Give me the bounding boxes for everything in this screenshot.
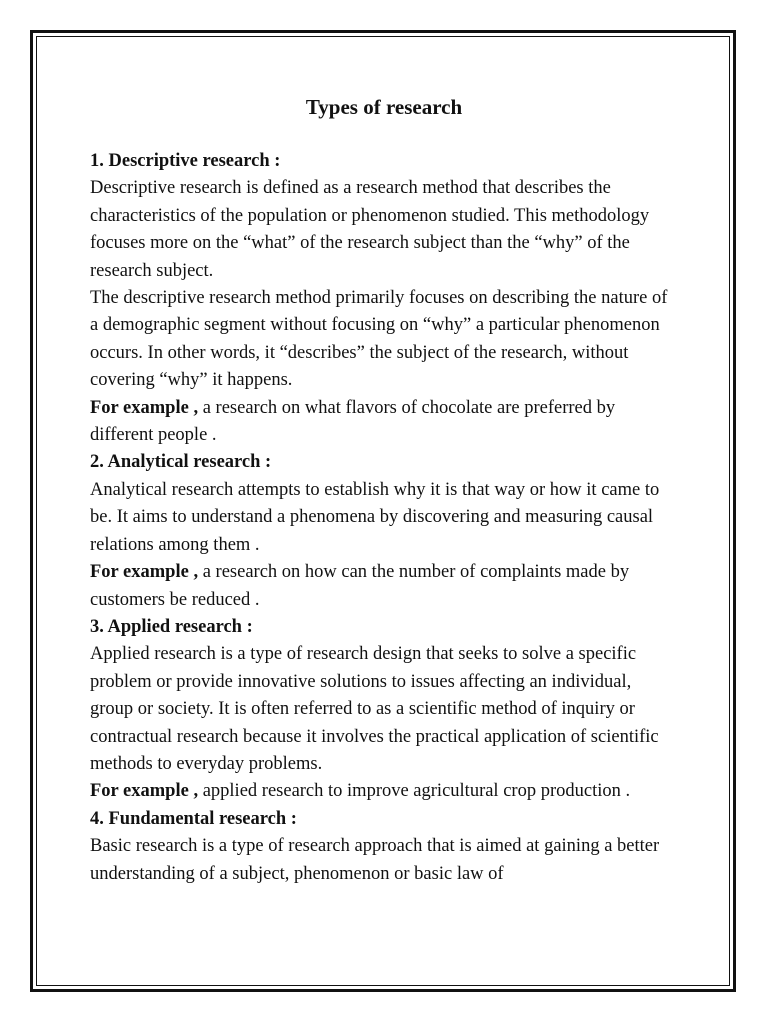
example-lead: For example , bbox=[90, 562, 199, 583]
section-paragraph: Applied research is a type of research design that seeks to solve a specific problem or provide innovative solutions to issues affecting an individual, group or society. It is often referred to as a scientific method of inquiry or contractual research because it involves the practical application of scientific methods to everyday problems. bbox=[90, 644, 659, 774]
example-text: applied research to improve agricultural crop production . bbox=[198, 781, 631, 802]
example-text: a research on how can the number of complaints made by customers be reduced . bbox=[90, 562, 630, 610]
section-descriptive-research bbox=[90, 148, 670, 449]
section-heading: 3. Applied research : bbox=[90, 616, 253, 637]
section-heading: 4. Fundamental research : bbox=[90, 808, 297, 829]
example-paragraph bbox=[90, 778, 670, 805]
section-fundamental-research bbox=[90, 806, 670, 888]
example-lead: For example , bbox=[90, 397, 199, 418]
section-paragraph: Analytical research attempts to establish why it is that way or how it came to be. It aims to understand a phenomena by discovering and measuring causal relations among them . bbox=[90, 479, 660, 555]
example-paragraph bbox=[90, 395, 670, 450]
example-lead: For example , bbox=[90, 781, 199, 802]
section-paragraph: Basic research is a type of research approach that is aimed at gaining a better understanding of a subject, phenomenon or basic law of bbox=[90, 836, 660, 884]
section-heading: 1. Descriptive research : bbox=[90, 151, 281, 171]
document-body bbox=[90, 92, 670, 888]
example-paragraph bbox=[90, 559, 670, 614]
example-text: a research on what flavors of chocolate are preferred by different people . bbox=[90, 397, 616, 446]
section-heading: 2. Analytical research : bbox=[90, 452, 272, 473]
document-title: Types of research bbox=[305, 95, 463, 119]
section-analytical-research bbox=[90, 449, 670, 613]
section-applied-research bbox=[90, 614, 670, 806]
section-paragraph: Descriptive research is defined as a research method that describes the characteristics of the population or phenomenon studied. This methodology focuses more on the “what” of the research subject than the “why” of the research subject. bbox=[90, 178, 650, 281]
section-paragraph: The descriptive research method primarily focuses on describing the nature of a demographic segment without focusing on “why” a particular phenomenon occurs. In other words, it “describes” the subject of the research, without covering “why” it happens. bbox=[90, 288, 668, 391]
